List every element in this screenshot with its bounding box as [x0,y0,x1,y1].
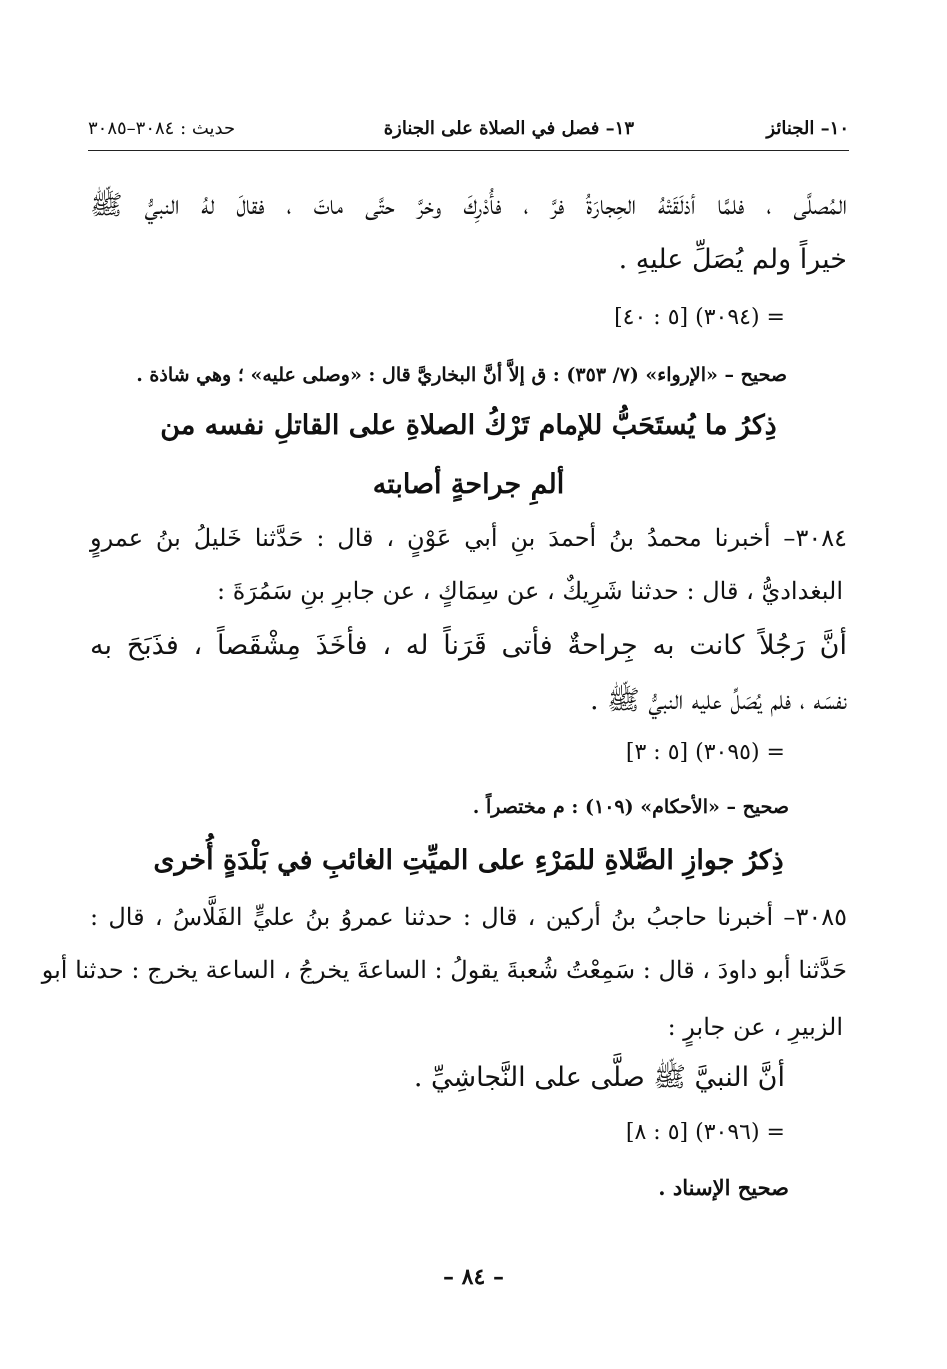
page-number: – ٨٤ – [443,1264,504,1290]
grading-line: صحيح – «الأحكام» (١٠٩) : م مختصراً . [472,796,789,818]
text-line: خيراً ولم يُصَلِّ عليهِ . [618,244,847,275]
header-chapter-title: ١٣– فصل في الصلاة على الجنازة [383,118,634,139]
chapter-heading: ذِكرُ ما يُستَحَبُّ للإمام تَرْكُ الصلاةِ على القاتلِ نفسه من [160,410,777,441]
grading-line: صحيح – «الإرواء» (٧/ ٣٥٣) : ق إلاَّ أنَّ البخاريَّ قال : «وصلى عليه» ؛ وهي شاذة . [136,364,787,386]
text-line: المُصلَّى ، فلمَّا أذلَقَتْهُ الحِجارَةُ فرَّ ، فأُدْرِكَ وخرَّ حتَّى ماتَ ، فقالَ لهُ النبيُّ ﷺ [90,190,847,221]
chapter-heading: ذِكرُ جوازِ الصَّلاةِ للمَرْءِ على الميِّتِ الغائبِ في بَلْدَةٍ أُخرى [153,845,784,876]
chapter-heading: ألمِ جراحةٍ أصابته [372,469,565,500]
text-line: حَدَّثنا أبو داودَ ، قال : سَمِعْتُ شُعبةَ يقولُ : الساعةَ يخرجُ ، الساعة يخرج : حدثنا أبو [41,956,847,984]
reference-line: = (٣٠٩٥) [٥ : ٣] [625,740,785,765]
reference-line: = (٣٠٩٦) [٥ : ٨] [625,1120,785,1145]
text-line: أنَّ النبيَّ ﷺ صلَّى على النَّجاشِيِّ . [413,1062,785,1093]
header-hadith-range: حديث : ٣٠٨٤–٣٠٨٥ [88,118,236,139]
text-line: ٣٠٨٥– أخبرنا حاجبُ بنُ أركين ، قال : حدثنا عمروُ بنُ عليٍّ الفَلَّاسُ ، قال : [90,903,847,931]
text-line: البغداديُّ ، قال : حدثنا شَرِيكٌ ، عن سِمَاكٍ ، عن جابرِ بنِ سَمُرَةَ : [217,577,843,605]
text-line: الزبيرِ ، عن جابرٍ : [667,1013,843,1041]
grading-line: صحيح الإسناد . [658,1175,789,1200]
running-header [88,112,849,151]
text-line: أنَّ رَجُلاً كانت به جِراحةٌ فأتى قَرَناً له ، فأخَذَ مِشْقَصاً ، فذَبَحَ به [90,630,847,661]
header-book-title: ١٠– الجنائز [766,118,849,139]
text-line: ٣٠٨٤– أخبرنا محمدُ بنُ أحمدَ بنِ أبي عَوْنٍ ، قال : حَدَّثنا خَليلُ بنُ عمروٍ [90,524,847,552]
text-line: نفسَه ، فلم يُصَلِّ عليه النبيُّ ﷺ . [589,685,847,716]
reference-line: = (٣٠٩٤) [٥ : ٤٠] [614,305,785,330]
